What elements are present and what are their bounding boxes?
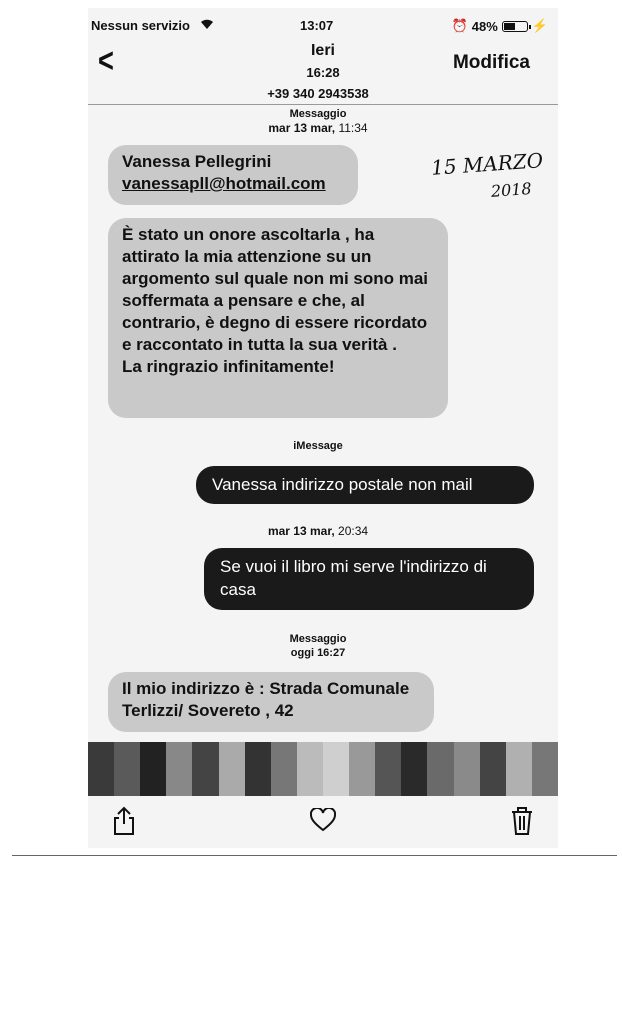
handwritten-line-1: 15 MARZO xyxy=(430,148,544,180)
photo-thumbnail[interactable] xyxy=(271,742,297,796)
alarm-icon: ⏰ xyxy=(451,18,468,33)
status-bar xyxy=(88,18,558,38)
service-label-bottom: Messaggio xyxy=(289,633,347,645)
service-label-imessage: iMessage xyxy=(293,440,343,452)
contact-card-bubble[interactable] xyxy=(108,145,358,205)
photo-thumbnail[interactable] xyxy=(375,742,401,796)
back-button[interactable]: < xyxy=(97,42,114,80)
trash-icon[interactable] xyxy=(510,806,534,841)
timestamp-1-day: mar 13 mar, xyxy=(268,121,336,135)
photo-thumbnail[interactable] xyxy=(401,742,427,796)
photo-thumbnail[interactable] xyxy=(454,742,480,796)
contact-email-link[interactable]: vanessapll@hotmail.com xyxy=(122,174,326,193)
carrier-label: Nessun servizio xyxy=(91,18,190,33)
clock: 13:07 xyxy=(300,18,334,33)
photo-thumbnail[interactable] xyxy=(480,742,506,796)
photo-thumbnail[interactable] xyxy=(114,742,140,796)
charging-icon: ⚡ xyxy=(531,18,548,33)
timestamp-3: oggi 16:27 xyxy=(290,647,346,659)
timestamp-2 xyxy=(88,524,548,538)
incoming-message-1[interactable]: È stato un onore ascoltarla , ha attirato la mia attenzione su un argomento sul quale non mi sono mai soffermata a pensare e che, al contrario, è degno di essere ricordato e raccontato in tutta la sua verità . La ringrazio infinitamente! xyxy=(108,218,448,418)
photo-thumbnail[interactable] xyxy=(506,742,532,796)
page-bottom-line xyxy=(12,855,617,856)
photo-thumbnail[interactable] xyxy=(140,742,166,796)
photo-thumbnail[interactable] xyxy=(297,742,323,796)
timestamp-2-day: mar 13 mar, xyxy=(267,524,335,538)
status-right xyxy=(452,18,548,34)
share-icon[interactable] xyxy=(112,806,136,841)
handwritten-date-note xyxy=(430,146,546,210)
photo-thumbnail[interactable] xyxy=(245,742,271,796)
photo-thumbnail[interactable] xyxy=(192,742,218,796)
battery-icon xyxy=(502,21,528,32)
photo-thumbnail[interactable] xyxy=(166,742,192,796)
wifi-icon xyxy=(200,18,214,33)
battery-percent: 48% xyxy=(471,18,498,34)
timestamp-1 xyxy=(88,121,548,135)
outgoing-message-2[interactable]: Se vuoi il libro mi serve l'indirizzo di casa xyxy=(204,548,534,610)
edit-button[interactable]: Modifica xyxy=(452,52,530,73)
thumbnail-strip[interactable] xyxy=(88,742,558,796)
outgoing-message-1[interactable]: Vanessa indirizzo postale non mail xyxy=(196,466,534,504)
bottom-toolbar xyxy=(88,798,558,848)
handwritten-line-2: 2018 xyxy=(490,179,533,201)
photo-thumbnail[interactable] xyxy=(323,742,349,796)
heart-icon[interactable] xyxy=(310,808,336,837)
phone-screen xyxy=(88,8,558,848)
contact-phone[interactable]: +39 340 2943538 xyxy=(267,86,369,101)
nav-title-day: Ieri xyxy=(310,42,335,59)
photo-thumbnail[interactable] xyxy=(427,742,453,796)
photo-thumbnail[interactable] xyxy=(532,742,558,796)
timestamp-2-time: 20:34 xyxy=(338,524,369,538)
nav-title-time: 16:28 xyxy=(306,65,340,80)
photo-thumbnail[interactable] xyxy=(88,742,114,796)
incoming-message-2[interactable]: Il mio indirizzo è : Strada Comunale Terlizzi/ Sovereto , 42 xyxy=(108,672,434,732)
photo-thumbnail[interactable] xyxy=(349,742,375,796)
service-label-top: Messaggio xyxy=(289,108,347,120)
photo-thumbnail[interactable] xyxy=(219,742,245,796)
timestamp-1-time: 11:34 xyxy=(338,121,368,135)
contact-name: Vanessa Pellegrini xyxy=(122,152,272,171)
header-divider xyxy=(88,104,558,105)
